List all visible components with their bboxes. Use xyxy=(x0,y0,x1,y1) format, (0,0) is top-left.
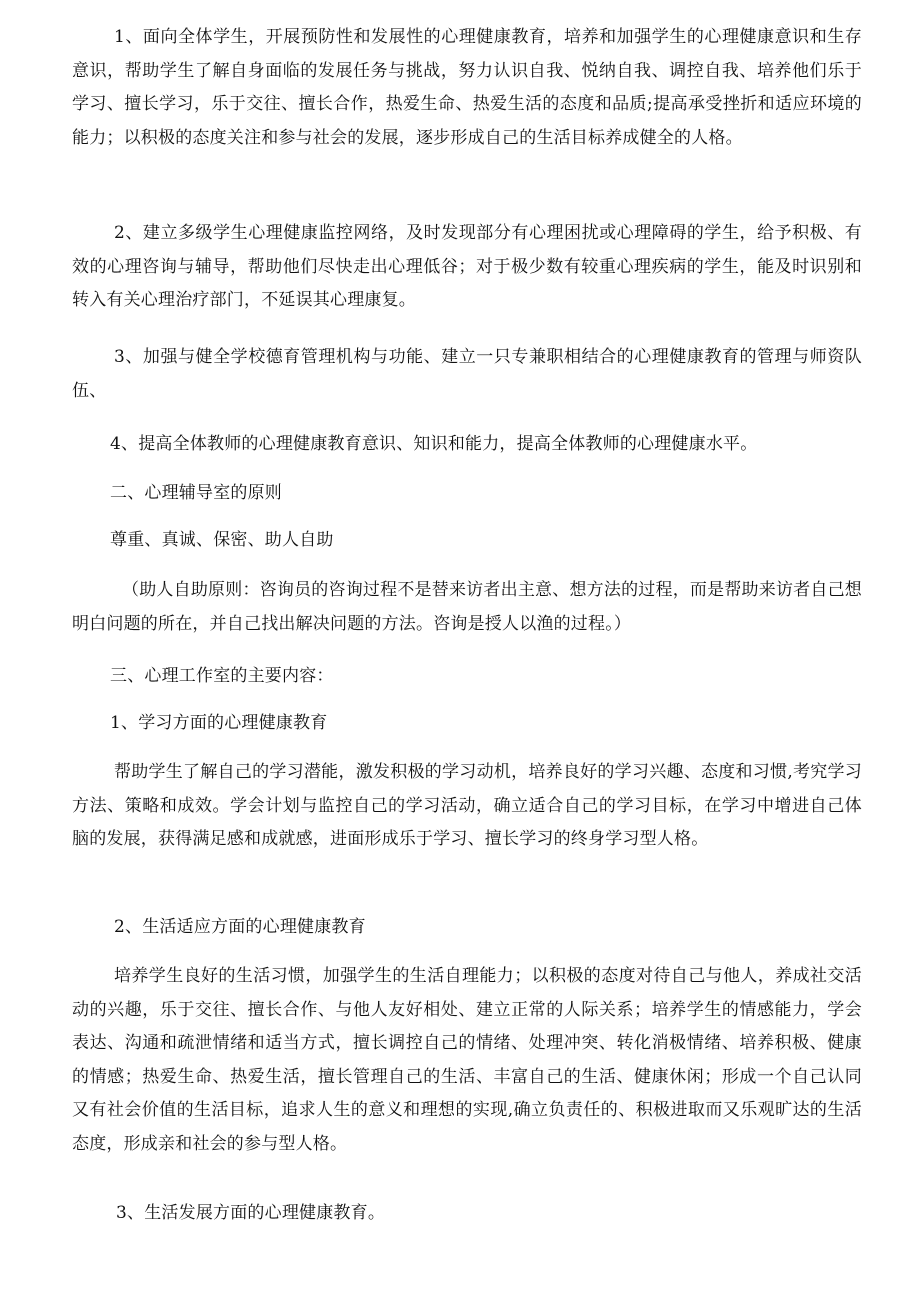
subheading-life-development: 3、生活发展方面的心理健康教育。 xyxy=(116,1203,386,1223)
subheading-learning: 1、学习方面的心理健康教育 xyxy=(110,713,328,733)
principles-note: （助人自助原则：咨询员的咨询过程不是替来访者出主意、想方法的过程，而是帮助来访者自己想明白问题的所在，并自己找出解决问题的方法。咨询是授人以渔的过程。） xyxy=(72,580,862,634)
section-heading-content: 三、心理工作室的主要内容： xyxy=(110,666,334,686)
subheading-life-adaptation: 2、生活适应方面的心理健康教育 xyxy=(114,917,366,937)
paragraph-life-adaptation: 培养学生良好的生活习惯，加强学生的生活自理能力；以积极的态度对待自己与他人，养成社交活动的兴趣，乐于交往、擅长合作、与他人友好相处、建立正常的人际关系；培养学生的情感能力，学会表达、沟通和疏泄情绪和适当方式，擅长调控自己的情绪、处理冲突、转化消极情绪、培养积极、健康的情感；热爱生命、热爱生活，擅长管理自己的生活、丰富自己的生活、健康休闲；形成一个自己认同又有社会价值的生活目标，追求人生的意义和理想的实现,确立负责任的、积极进取而又乐观旷达的生活态度，形成亲和社会的参与型人格。 xyxy=(72,966,862,1154)
paragraph-3: 3、加强与健全学校德育管理机构与功能、建立一只专兼职相结合的心理健康教育的管理与师资队伍、 xyxy=(72,347,862,401)
principles-list: 尊重、真诚、保密、助人自助 xyxy=(110,530,334,550)
section-heading-principles: 二、心理辅导室的原则 xyxy=(110,483,282,503)
paragraph-4: 4、提高全体教师的心理健康教育意识、知识和能力，提高全体教师的心理健康水平。 xyxy=(110,434,758,454)
paragraph-learning: 帮助学生了解自己的学习潜能，激发积极的学习动机，培养良好的学习兴趣、态度和习惯,考究学习方法、策略和成效。学会计划与监控自己的学习活动，确立适合自己的学习目标，在学习中增进自己体脑的发展，获得满足感和成就感，进面形成乐于学习、擅长学习的终身学习型人格。 xyxy=(72,762,862,849)
paragraph-1: 1、面向全体学生，开展预防性和发展性的心理健康教育，培养和加强学生的心理健康意识和生存意识，帮助学生了解自身面临的发展任务与挑战，努力认识自我、悦纳自我、调控自我、培养他们乐于学习、擅长学习，乐于交往、擅长合作，热爱生命、热爱生活的态度和品质;提高承受挫折和适应环境的能力；以积极的态度关注和参与社会的发展，逐步形成自己的生活目标养成健全的人格。 xyxy=(72,27,862,148)
paragraph-2: 2、建立多级学生心理健康监控网络，及时发现部分有心理困扰或心理障碍的学生，给予积极、有效的心理咨询与辅导，帮助他们尽快走出心理低谷；对于极少数有较重心理疾病的学生，能及时识别和转入有关心理治疗部门，不延误其心理康复。 xyxy=(72,223,862,310)
